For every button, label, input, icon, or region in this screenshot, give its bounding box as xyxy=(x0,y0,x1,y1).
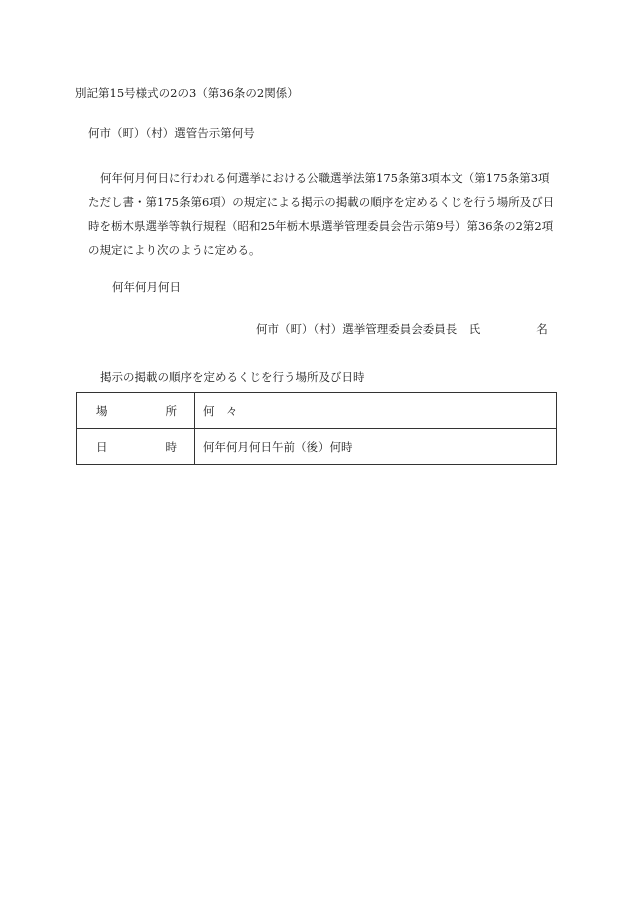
form-reference: 別記第15号様式の2の3（第36条の2関係） xyxy=(75,86,299,100)
notice-body xyxy=(88,166,563,262)
notice-number: 何市（町）（村）選管告示第何号 xyxy=(88,126,255,140)
place-label-right: 所 xyxy=(165,403,177,418)
body-line: 時を栃木県選挙等執行規程（昭和25年栃木県選挙管理委員会告示第9号）第36条の2第2項 xyxy=(88,219,554,233)
place-value: 何 々 xyxy=(195,393,557,429)
body-line: ただし書・第175条第6項）の規定による掲示の掲載の順序を定めるくじを行う場所及び日 xyxy=(88,195,555,209)
place-label-cell xyxy=(77,393,195,429)
datetime-label-right: 時 xyxy=(165,439,177,454)
place-label-left: 場 xyxy=(96,403,108,418)
signatory-name-first: 氏 xyxy=(468,322,481,336)
table-row xyxy=(77,393,557,429)
datetime-label-cell xyxy=(77,429,195,465)
lottery-info-table xyxy=(76,392,557,465)
table-caption: 掲示の掲載の順序を定めるくじを行う場所及び日時 xyxy=(100,370,365,384)
signatory-name-second: 名 xyxy=(536,322,548,336)
body-line: 何年何月何日に行われる何選挙における公職選挙法第175条第3項本文（第175条第3項 xyxy=(100,171,550,185)
signature-line xyxy=(256,322,548,336)
signatory-title: 何市（町）（村）選挙管理委員会委員長 xyxy=(256,322,458,336)
table-row xyxy=(77,429,557,465)
datetime-value: 何年何月何日午前（後）何時 xyxy=(195,429,557,465)
notice-date: 何年何月何日 xyxy=(112,280,181,294)
datetime-label-left: 日 xyxy=(96,439,108,454)
body-line: の規定により次のように定める。 xyxy=(88,243,261,257)
